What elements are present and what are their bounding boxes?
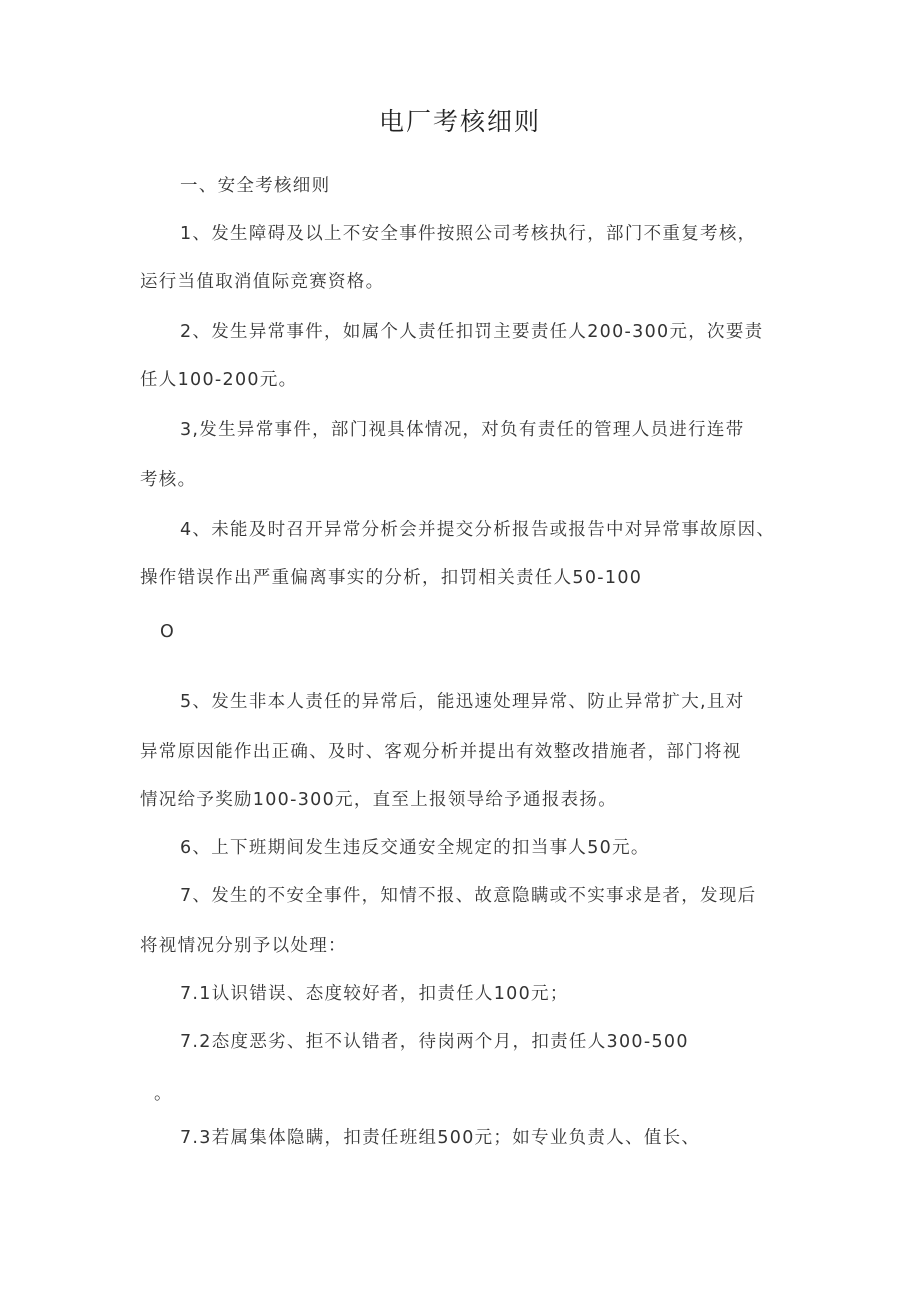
paragraph-line: 5、发生非本人责任的异常后，能迅速处理异常、防止异常扩大,且对 — [180, 692, 745, 712]
document-title: 电厂考核细则 — [378, 107, 541, 136]
paragraph-line: 1、发生障碍及以上不安全事件按照公司考核执行，部门不重复考核， — [180, 224, 757, 244]
paragraph-line: 将视情况分别予以处理： — [140, 936, 347, 956]
paragraph-line: 任人100-200元。 — [140, 370, 298, 390]
paragraph-line: 异常原因能作出正确、及时、客观分析并提出有效整改措施者，部门将视 — [140, 742, 742, 762]
paragraph-line: 2、发生异常事件，如属个人责任扣罚主要责任人200-300元，次要责 — [180, 322, 764, 342]
paragraph-line: 运行当值取消值际竞赛资格。 — [140, 272, 385, 292]
paragraph-line: 考核。 — [140, 470, 197, 490]
stray-character: O — [160, 622, 176, 642]
paragraph-line: 7.2态度恶劣、拒不认错者，待岗两个月，扣责任人300-500 — [180, 1032, 689, 1052]
section-heading: 一、安全考核细则 — [180, 176, 331, 196]
paragraph-line: 7.1认识错误、态度较好者，扣责任人100元； — [180, 984, 569, 1004]
paragraph-line: 7.3若属集体隐瞒，扣责任班组500元；如专业负责人、值长、 — [180, 1128, 701, 1148]
paragraph-line: 4、未能及时召开异常分析会并提交分析报告或报告中对异常事故原因、 — [180, 520, 776, 540]
paragraph-line: 情况给予奖励100-300元，直至上报领导给予通报表扬。 — [140, 790, 618, 810]
paragraph-line: 3,发生异常事件，部门视具体情况，对负有责任的管理人员进行连带 — [180, 420, 745, 440]
paragraph-line: 6、上下班期间发生违反交通安全规定的扣当事人50元。 — [180, 838, 650, 858]
paragraph-line: 7、发生的不安全事件，知情不报、故意隐瞒或不实事求是者，发现后 — [180, 886, 757, 906]
paragraph-line: 操作错误作出严重偏离事实的分析，扣罚相关责任人50-100 — [140, 568, 643, 588]
stray-character: 。 — [154, 1084, 173, 1104]
